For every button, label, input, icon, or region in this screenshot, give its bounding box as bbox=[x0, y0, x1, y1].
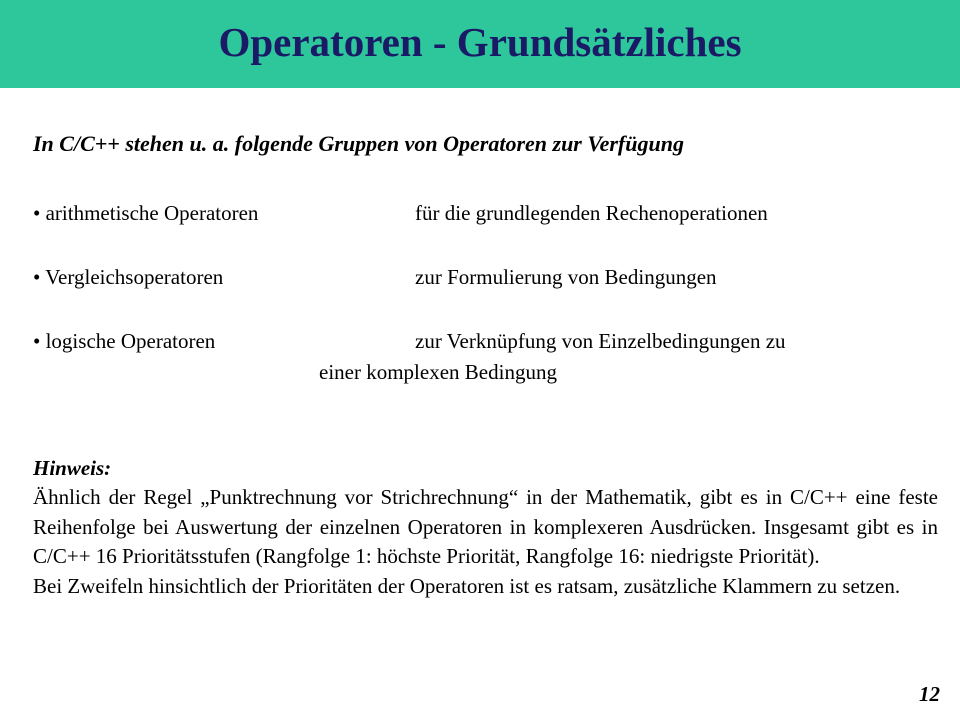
bullet-description: für die grundlegenden Rechenoperationen bbox=[415, 201, 768, 225]
intro-heading: In C/C++ stehen u. a. folgende Gruppen von Operatoren zur Verfügung bbox=[33, 131, 684, 156]
note-label: Hinweis: bbox=[33, 456, 112, 480]
bullet-description: zur Verknüpfung von Einzelbedingungen zu bbox=[415, 329, 786, 353]
bullet-description: zur Formulierung von Bedingungen bbox=[415, 265, 717, 289]
bullet-term: • Vergleichsoperatoren bbox=[33, 265, 224, 289]
note-body bbox=[33, 483, 938, 601]
note-paragraph: Ähnlich der Regel „Punktrechnung vor Strichrechnung“ in der Mathematik, gibt es in C/C++ eine feste Reihenfolge bei Auswertung der einzelnen Operatoren in komplexeren Ausdrücken. Insgesamt gibt es in C/C++ 16 Prioritätsstufen (Rangfolge 1: höchste Priorität, Rangfolge 16: niedrigste Priorität). bbox=[33, 485, 938, 568]
page-number: 12 bbox=[919, 682, 940, 706]
title-bar bbox=[0, 0, 960, 88]
bullet-term: • arithmetische Operatoren bbox=[33, 201, 259, 225]
bullet-continuation: einer komplexen Bedingung bbox=[319, 360, 557, 384]
note-paragraph: Bei Zweifeln hinsichtlich der Prioritäten der Operatoren ist es ratsam, zusätzliche Klammern zu setzen. bbox=[33, 573, 901, 598]
slide-title: Operatoren - Grundsätzliches bbox=[218, 19, 742, 65]
bullet-term: • logische Operatoren bbox=[33, 329, 216, 353]
